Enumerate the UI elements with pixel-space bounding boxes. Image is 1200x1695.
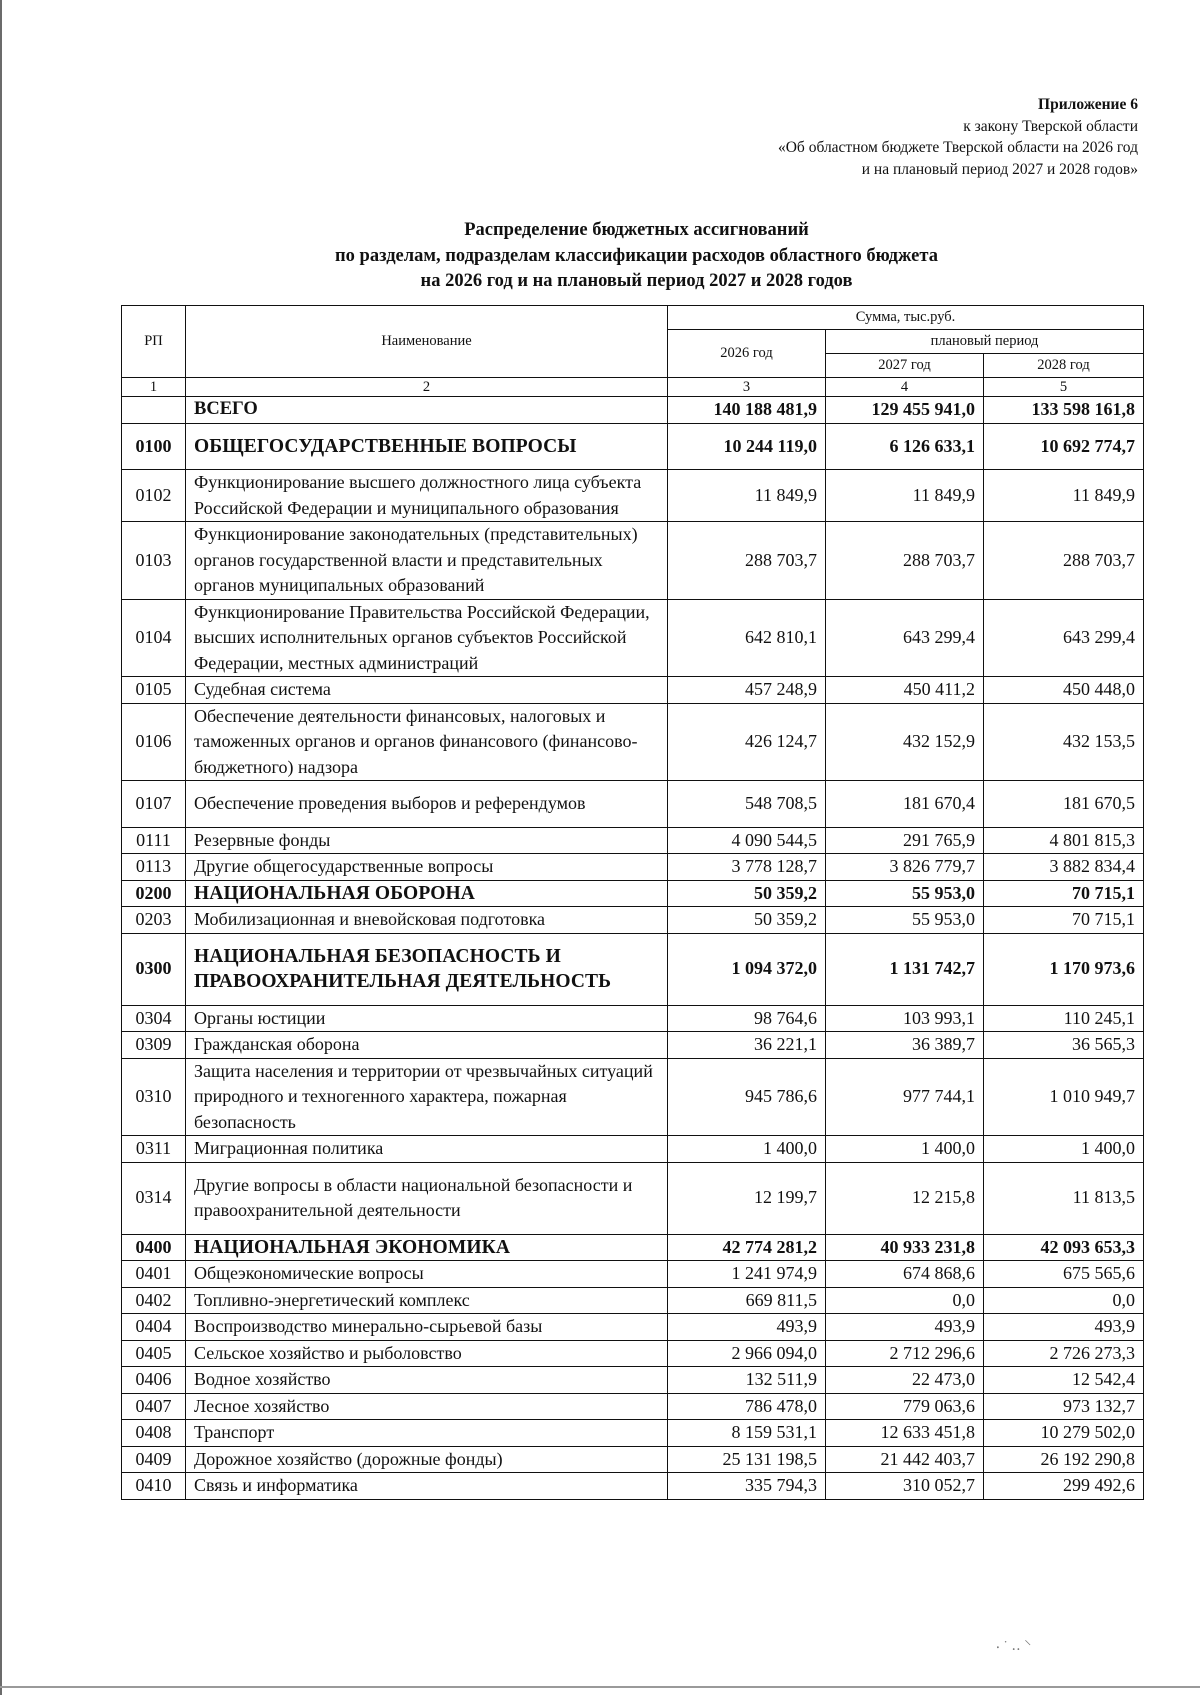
row-name: Функционирование высшего должностного лица субъекта Российской Федерации и муниципального образования xyxy=(186,470,668,522)
row-name: Другие вопросы в области национальной безопасности и правоохранительной деятельности xyxy=(186,1162,668,1234)
row-code: 0311 xyxy=(122,1136,186,1163)
row-value-2027: 0,0 xyxy=(826,1287,984,1314)
row-value-2027: 291 765,9 xyxy=(826,827,984,854)
row-code: 0106 xyxy=(122,703,186,781)
row-value-2027: 129 455 941,0 xyxy=(826,397,984,424)
row-code: 0407 xyxy=(122,1393,186,1420)
row-name: Другие общегосударственные вопросы xyxy=(186,854,668,881)
title-line: Распределение бюджетных ассигнований xyxy=(464,220,809,240)
row-name: Обеспечение проведения выборов и референдумов xyxy=(186,781,668,828)
budget-table xyxy=(121,305,1144,1500)
header-2026: 2026 год xyxy=(668,330,826,378)
table-row xyxy=(122,1420,1144,1447)
row-code: 0304 xyxy=(122,1005,186,1032)
row-code: 0309 xyxy=(122,1032,186,1059)
row-value-2027: 288 703,7 xyxy=(826,522,984,600)
row-value-2028: 2 726 273,3 xyxy=(984,1340,1144,1367)
row-value-2026: 457 248,9 xyxy=(668,677,826,704)
row-value-2028: 0,0 xyxy=(984,1287,1144,1314)
appendix-line: к закону Тверской области xyxy=(963,117,1138,135)
row-value-2028: 288 703,7 xyxy=(984,522,1144,600)
row-code: 0104 xyxy=(122,599,186,677)
row-value-2027: 977 744,1 xyxy=(826,1058,984,1136)
document-title xyxy=(120,218,1153,295)
row-value-2028: 1 010 949,7 xyxy=(984,1058,1144,1136)
table-row xyxy=(122,1473,1144,1500)
table-row xyxy=(122,1162,1144,1234)
row-code: 0111 xyxy=(122,827,186,854)
row-name: Сельское хозяйство и рыболовство xyxy=(186,1340,668,1367)
row-name: Мобилизационная и вневойсковая подготовка xyxy=(186,907,668,934)
row-value-2026: 42 774 281,2 xyxy=(668,1234,826,1261)
row-value-2027: 643 299,4 xyxy=(826,599,984,677)
table-row xyxy=(122,703,1144,781)
table-row xyxy=(122,599,1144,677)
table-row xyxy=(122,907,1144,934)
row-code: 0401 xyxy=(122,1261,186,1288)
section-row xyxy=(122,1234,1144,1261)
appendix-title: Приложение 6 xyxy=(1038,96,1138,113)
row-name: Миграционная политика xyxy=(186,1136,668,1163)
row-value-2027: 779 063,6 xyxy=(826,1393,984,1420)
row-name: Резервные фонды xyxy=(186,827,668,854)
column-number: 4 xyxy=(826,378,984,397)
row-value-2027: 493,9 xyxy=(826,1314,984,1341)
section-row xyxy=(122,880,1144,907)
row-value-2027: 1 400,0 xyxy=(826,1136,984,1163)
row-value-2026: 642 810,1 xyxy=(668,599,826,677)
row-value-2026: 426 124,7 xyxy=(668,703,826,781)
row-code: 0406 xyxy=(122,1367,186,1394)
table-row xyxy=(122,1340,1144,1367)
row-name: Транспорт xyxy=(186,1420,668,1447)
row-value-2028: 10 692 774,7 xyxy=(984,423,1144,470)
row-value-2026: 140 188 481,9 xyxy=(668,397,826,424)
table-row xyxy=(122,1032,1144,1059)
table-row xyxy=(122,1005,1144,1032)
row-value-2027: 432 152,9 xyxy=(826,703,984,781)
row-value-2028: 493,9 xyxy=(984,1314,1144,1341)
header-name: Наименование xyxy=(186,306,668,378)
table-row xyxy=(122,1136,1144,1163)
row-value-2027: 310 052,7 xyxy=(826,1473,984,1500)
row-name: Органы юстиции xyxy=(186,1005,668,1032)
row-name: Гражданская оборона xyxy=(186,1032,668,1059)
row-code xyxy=(122,397,186,424)
row-value-2028: 4 801 815,3 xyxy=(984,827,1144,854)
row-code: 0402 xyxy=(122,1287,186,1314)
row-name: Обеспечение деятельности финансовых, налоговых и таможенных органов и органов финансового (финансово-бюджетного) надзора xyxy=(186,703,668,781)
title-line: на 2026 год и на плановый период 2027 и 2028 годов xyxy=(420,271,853,291)
row-code: 0405 xyxy=(122,1340,186,1367)
column-number: 3 xyxy=(668,378,826,397)
row-value-2027: 36 389,7 xyxy=(826,1032,984,1059)
row-value-2026: 288 703,7 xyxy=(668,522,826,600)
table-row xyxy=(122,1261,1144,1288)
row-value-2027: 55 953,0 xyxy=(826,907,984,934)
row-value-2026: 548 708,5 xyxy=(668,781,826,828)
row-value-2026: 50 359,2 xyxy=(668,907,826,934)
row-value-2026: 786 478,0 xyxy=(668,1393,826,1420)
row-value-2028: 181 670,5 xyxy=(984,781,1144,828)
column-number: 2 xyxy=(186,378,668,397)
row-value-2026: 2 966 094,0 xyxy=(668,1340,826,1367)
header-2027: 2027 год xyxy=(826,354,984,378)
row-name: Лесное хозяйство xyxy=(186,1393,668,1420)
row-code: 0310 xyxy=(122,1058,186,1136)
row-value-2026: 12 199,7 xyxy=(668,1162,826,1234)
row-value-2027: 1 131 742,7 xyxy=(826,933,984,1005)
row-value-2027: 22 473,0 xyxy=(826,1367,984,1394)
row-value-2028: 12 542,4 xyxy=(984,1367,1144,1394)
section-row xyxy=(122,423,1144,470)
header-planned-period: плановый период xyxy=(826,330,1144,354)
table-row xyxy=(122,854,1144,881)
row-code: 0203 xyxy=(122,907,186,934)
row-value-2026: 1 400,0 xyxy=(668,1136,826,1163)
row-name: Топливно-энергетический комплекс xyxy=(186,1287,668,1314)
column-number: 1 xyxy=(122,378,186,397)
table-row xyxy=(122,522,1144,600)
row-value-2028: 70 715,1 xyxy=(984,880,1144,907)
table-row xyxy=(122,1446,1144,1473)
row-code: 0300 xyxy=(122,933,186,1005)
row-name: Судебная система xyxy=(186,677,668,704)
row-value-2028: 26 192 290,8 xyxy=(984,1446,1144,1473)
row-value-2027: 103 993,1 xyxy=(826,1005,984,1032)
table-row xyxy=(122,1393,1144,1420)
row-name: Дорожное хозяйство (дорожные фонды) xyxy=(186,1446,668,1473)
row-value-2027: 674 868,6 xyxy=(826,1261,984,1288)
row-value-2028: 11 849,9 xyxy=(984,470,1144,522)
row-name: Воспроизводство минерально-сырьевой базы xyxy=(186,1314,668,1341)
row-value-2026: 10 244 119,0 xyxy=(668,423,826,470)
row-name: ОБЩЕГОСУДАРСТВЕННЫЕ ВОПРОСЫ xyxy=(186,423,668,470)
row-code: 0314 xyxy=(122,1162,186,1234)
row-value-2028: 10 279 502,0 xyxy=(984,1420,1144,1447)
row-code: 0105 xyxy=(122,677,186,704)
row-value-2026: 25 131 198,5 xyxy=(668,1446,826,1473)
table-row xyxy=(122,1367,1144,1394)
title-line: по разделам, подразделам классификации расходов областного бюджета xyxy=(335,245,938,266)
row-value-2028: 432 153,5 xyxy=(984,703,1144,781)
row-value-2027: 6 126 633,1 xyxy=(826,423,984,470)
row-value-2027: 12 215,8 xyxy=(826,1162,984,1234)
table-row xyxy=(122,470,1144,522)
row-name: НАЦИОНАЛЬНАЯ ЭКОНОМИКА xyxy=(186,1234,668,1261)
row-name: ВСЕГО xyxy=(186,397,668,424)
row-value-2026: 36 221,1 xyxy=(668,1032,826,1059)
row-value-2028: 133 598 161,8 xyxy=(984,397,1144,424)
appendix-line: и на плановый период 2027 и 2028 годов» xyxy=(861,160,1138,178)
row-value-2028: 70 715,1 xyxy=(984,907,1144,934)
row-value-2028: 675 565,6 xyxy=(984,1261,1144,1288)
row-code: 0200 xyxy=(122,880,186,907)
row-name: НАЦИОНАЛЬНАЯ ОБОРОНА xyxy=(186,880,668,907)
page-edge-bottom xyxy=(0,1686,1200,1688)
table-row xyxy=(122,1314,1144,1341)
row-code: 0102 xyxy=(122,470,186,522)
row-name: Связь и информатика xyxy=(186,1473,668,1500)
row-value-2027: 12 633 451,8 xyxy=(826,1420,984,1447)
margin-marks: ⸳ ˙ ‥ ⸌ xyxy=(996,1639,1032,1654)
section-row xyxy=(122,933,1144,1005)
row-value-2026: 669 811,5 xyxy=(668,1287,826,1314)
row-value-2027: 181 670,4 xyxy=(826,781,984,828)
header-sum: Сумма, тыс.руб. xyxy=(668,306,1144,330)
row-value-2026: 4 090 544,5 xyxy=(668,827,826,854)
row-value-2027: 40 933 231,8 xyxy=(826,1234,984,1261)
row-code: 0100 xyxy=(122,423,186,470)
row-code: 0408 xyxy=(122,1420,186,1447)
row-code: 0404 xyxy=(122,1314,186,1341)
row-value-2028: 36 565,3 xyxy=(984,1032,1144,1059)
row-value-2028: 42 093 653,3 xyxy=(984,1234,1144,1261)
row-value-2026: 8 159 531,1 xyxy=(668,1420,826,1447)
row-code: 0107 xyxy=(122,781,186,828)
row-value-2027: 11 849,9 xyxy=(826,470,984,522)
row-value-2028: 3 882 834,4 xyxy=(984,854,1144,881)
row-code: 0409 xyxy=(122,1446,186,1473)
row-name: Функционирование Правительства Российской Федерации, высших исполнительных органов субъектов Российской Федерации, местных администраций xyxy=(186,599,668,677)
column-number-row xyxy=(122,378,1144,397)
row-value-2028: 1 400,0 xyxy=(984,1136,1144,1163)
row-code: 0113 xyxy=(122,854,186,881)
row-value-2028: 299 492,6 xyxy=(984,1473,1144,1500)
table-row xyxy=(122,1287,1144,1314)
table-row xyxy=(122,1058,1144,1136)
row-value-2027: 2 712 296,6 xyxy=(826,1340,984,1367)
total-row xyxy=(122,397,1144,424)
row-code: 0400 xyxy=(122,1234,186,1261)
row-value-2028: 973 132,7 xyxy=(984,1393,1144,1420)
row-value-2026: 945 786,6 xyxy=(668,1058,826,1136)
table-row xyxy=(122,677,1144,704)
row-code: 0410 xyxy=(122,1473,186,1500)
row-value-2027: 3 826 779,7 xyxy=(826,854,984,881)
row-value-2026: 98 764,6 xyxy=(668,1005,826,1032)
row-value-2026: 1 094 372,0 xyxy=(668,933,826,1005)
row-value-2028: 1 170 973,6 xyxy=(984,933,1144,1005)
row-value-2026: 11 849,9 xyxy=(668,470,826,522)
page-edge-left xyxy=(0,0,2,1695)
row-name: НАЦИОНАЛЬНАЯ БЕЗОПАСНОСТЬ И ПРАВООХРАНИТЕЛЬНАЯ ДЕЯТЕЛЬНОСТЬ xyxy=(186,933,668,1005)
row-value-2027: 21 442 403,7 xyxy=(826,1446,984,1473)
row-value-2026: 1 241 974,9 xyxy=(668,1261,826,1288)
row-value-2027: 55 953,0 xyxy=(826,880,984,907)
column-number: 5 xyxy=(984,378,1144,397)
row-value-2026: 132 511,9 xyxy=(668,1367,826,1394)
row-value-2026: 50 359,2 xyxy=(668,880,826,907)
row-value-2028: 643 299,4 xyxy=(984,599,1144,677)
row-value-2028: 450 448,0 xyxy=(984,677,1144,704)
header-rp: РП xyxy=(122,306,186,378)
table-row xyxy=(122,781,1144,828)
header-2028: 2028 год xyxy=(984,354,1144,378)
row-value-2026: 493,9 xyxy=(668,1314,826,1341)
appendix-line: «Об областном бюджете Тверской области на 2026 год xyxy=(777,139,1138,156)
table-row xyxy=(122,827,1144,854)
row-value-2028: 110 245,1 xyxy=(984,1005,1144,1032)
row-name: Функционирование законодательных (представительных) органов государственной власти и представительных органов муниципальных образований xyxy=(186,522,668,600)
row-value-2027: 450 411,2 xyxy=(826,677,984,704)
row-name: Защита населения и территории от чрезвычайных ситуаций природного и техногенного характера, пожарная безопасность xyxy=(186,1058,668,1136)
appendix-block xyxy=(778,94,1138,180)
row-code: 0103 xyxy=(122,522,186,600)
row-name: Общеэкономические вопросы xyxy=(186,1261,668,1288)
row-name: Водное хозяйство xyxy=(186,1367,668,1394)
row-value-2026: 3 778 128,7 xyxy=(668,854,826,881)
row-value-2026: 335 794,3 xyxy=(668,1473,826,1500)
row-value-2028: 11 813,5 xyxy=(984,1162,1144,1234)
